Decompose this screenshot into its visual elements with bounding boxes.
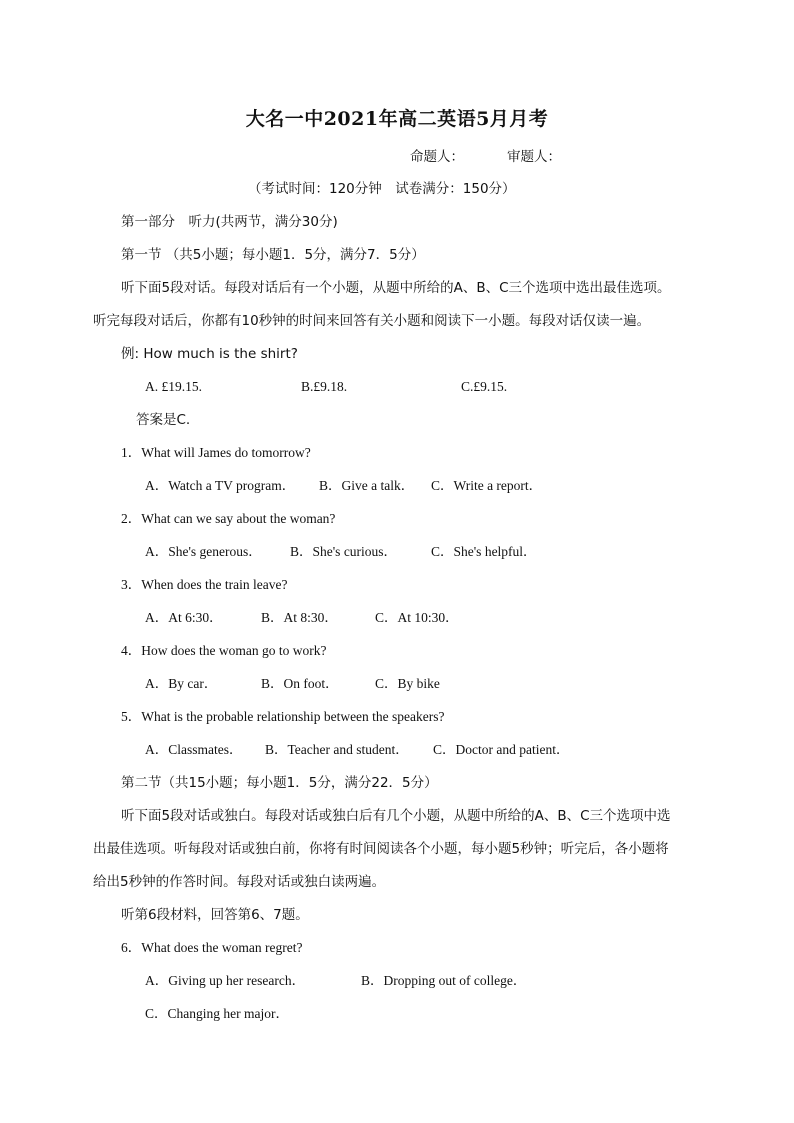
q2-option-c: C．She's helpful． bbox=[431, 544, 537, 559]
q1-option-c: C．Write a report． bbox=[431, 478, 543, 493]
setter-label: 命题人： bbox=[410, 149, 464, 165]
q5-option-b: B．Teacher and student． bbox=[265, 742, 409, 757]
example-option-a: A. £19.15. bbox=[145, 379, 202, 394]
q6-option-c: C．Changing her major． bbox=[145, 1006, 289, 1021]
section1-instructions-2: 听完每段对话后，你都有10秒钟的时间来回答有关小题和阅读下一小题。每段对话仅读一遍。 bbox=[93, 313, 651, 329]
reviewer-label: 审题人： bbox=[507, 149, 561, 165]
example-answer: 答案是C. bbox=[136, 412, 191, 428]
q4-option-c: C．By bike bbox=[375, 676, 440, 691]
question-6: 6．What does the woman regret? bbox=[121, 940, 303, 955]
example-option-b: B.£9.18. bbox=[301, 379, 348, 394]
question-3: 3．When does the train leave? bbox=[121, 577, 288, 592]
exam-title: 大名一中2021年高二英语5月月考 bbox=[245, 108, 549, 130]
q3-option-b: B．At 8:30． bbox=[261, 610, 338, 625]
q6-option-b: B．Dropping out of college． bbox=[361, 973, 527, 988]
q6-option-a: A．Giving up her research． bbox=[145, 973, 306, 988]
q3-option-a: A．At 6:30． bbox=[145, 610, 223, 625]
q3-option-c: C．At 10:30． bbox=[375, 610, 459, 625]
section1-instructions-1: 听下面5段对话。每段对话后有一个小题，从题中所给的A、B、C三个选项中选出最佳选项。 bbox=[121, 280, 671, 296]
q4-option-a: A．By car． bbox=[145, 676, 218, 691]
q5-option-c: C．Doctor and patient． bbox=[433, 742, 570, 757]
q2-option-a: A．She's generous． bbox=[145, 544, 262, 559]
q5-option-a: A．Classmates． bbox=[145, 742, 243, 757]
question-2: 2．What can we say about the woman? bbox=[121, 511, 336, 526]
example-question: 例: How much is the shirt? bbox=[121, 346, 298, 362]
section2-instructions-1: 听下面5段对话或独白。每段对话或独白后有几个小题，从题中所给的A、B、C三个选项中选 bbox=[121, 808, 671, 824]
exam-info: （考试时间：120分钟 试卷满分：150分） bbox=[248, 181, 516, 197]
section1-heading: 第一节 （共5小题；每小题1．5分，满分7．5分） bbox=[121, 247, 425, 263]
q4-option-b: B．On foot． bbox=[261, 676, 339, 691]
section2-heading: 第二节（共15小题；每小题1．5分，满分22．5分） bbox=[121, 775, 438, 791]
example-option-c: C.£9.15. bbox=[461, 379, 508, 394]
q1-option-b: B．Give a talk． bbox=[319, 478, 415, 493]
question-1: 1．What will James do tomorrow? bbox=[121, 445, 311, 460]
question-5: 5．What is the probable relationship between the speakers? bbox=[121, 709, 445, 724]
part1-heading: 第一部分 听力(共两节，满分30分) bbox=[121, 214, 338, 230]
material-6-heading: 听第6段材料，回答第6、7题。 bbox=[121, 907, 309, 923]
q2-option-b: B．She's curious． bbox=[290, 544, 398, 559]
section2-instructions-2: 出最佳选项。听每段对话或独白前，你将有时间阅读各个小题，每小题5秒钟；听完后，各小题将 bbox=[93, 841, 669, 857]
question-4: 4．How does the woman go to work? bbox=[121, 643, 327, 658]
section2-instructions-3: 给出5秒钟的作答时间。每段对话或独白读两遍。 bbox=[93, 874, 386, 890]
q1-option-a: A．Watch a TV program． bbox=[145, 478, 296, 493]
